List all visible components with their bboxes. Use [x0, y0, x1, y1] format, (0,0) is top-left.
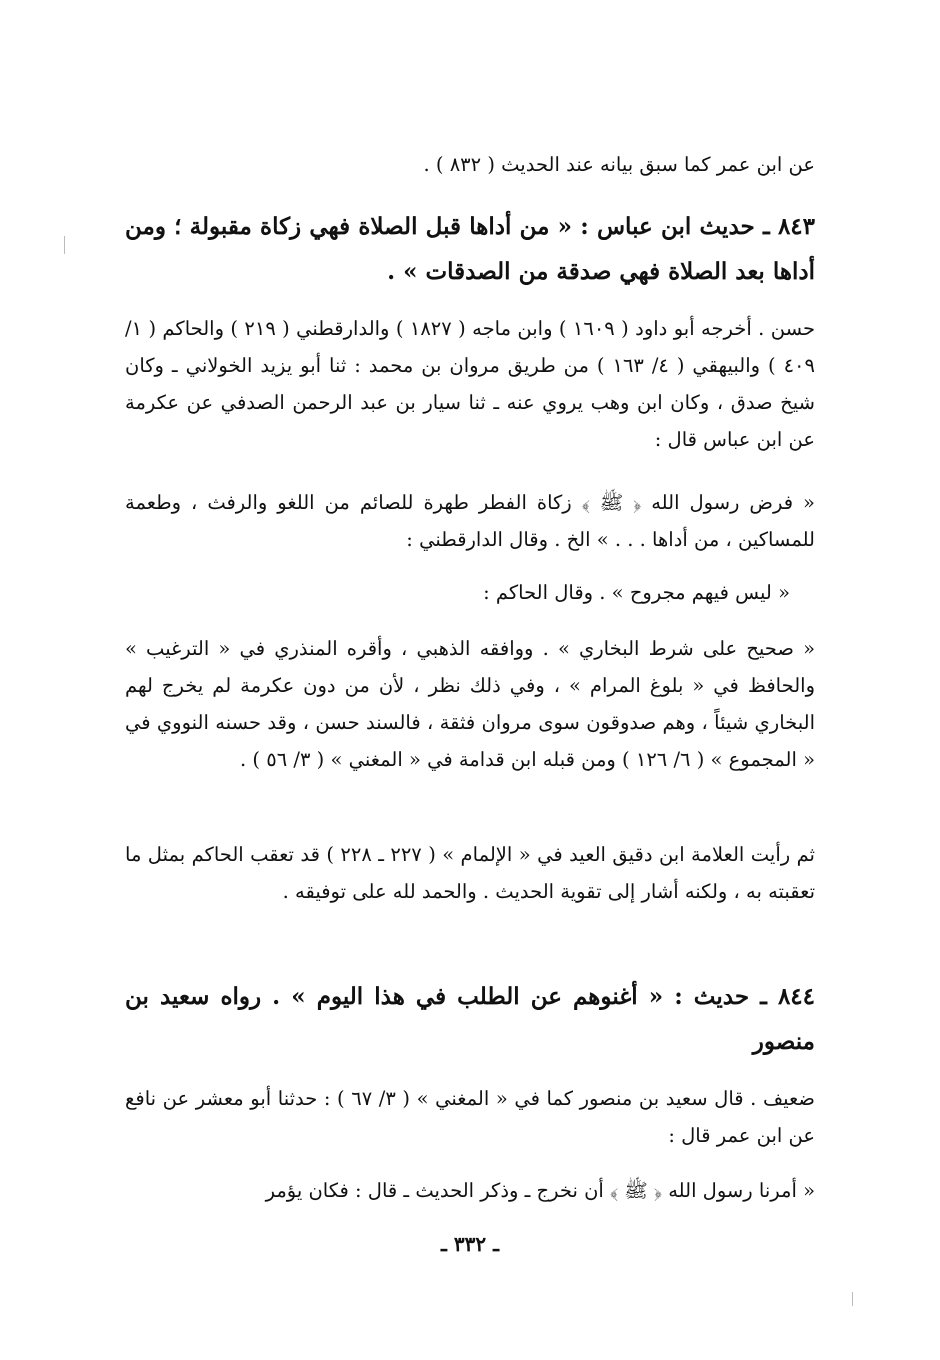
margin-scan-mark [64, 236, 65, 254]
paragraph-continuation: عن ابن عمر كما سبق بيانه عند الحديث ( ٨٣٢ ) . [423, 153, 815, 176]
hadith-843-heading: ٨٤٣ ـ حديث ابن عباس : « من أداها قبل الصلاة فهي زكاة مقبولة ؛ ومن أداها بعد الصلاة فهي صدقة من الصدقات » . [125, 213, 815, 285]
paragraph-hakim-quote: « صحيح على شرط البخاري » . ووافقه الذهبي ، وأقره المنذري في « الترغيب » والحافظ في « بلوغ المرام » ، وفي ذلك نظر ، لأن من دون عكرمة لم يخرج لهم البخاري شيئاً ، وهم صدوقون سوى مروان فثقة ، فالسند حسن ، وقد حسنه النووي في « المجموع » ( ٦/ ١٢٦ ) ومن قبله ابن قدامة في « المغني » ( ٣/ ٥٦ ) . [125, 637, 815, 771]
paragraph-quoted-hadith: « فرض رسول الله ﴿ ﷺ ﴾ زكاة الفطر طهرة للصائم من اللغو والرفث ، وطعمة للمساكين ، من أداها . . . » الخ . وقال الدارقطني : [125, 491, 815, 551]
paragraph-takhrij-844: ضعيف . قال سعيد بن منصور كما في « المغني » ( ٣/ ٦٧ ) : حدثنا أبو معشر عن نافع عن ابن عمر قال : [125, 1087, 815, 1147]
margin-scan-mark [852, 1292, 853, 1306]
paragraph-daraqutni-quote: « ليس فيهم مجروح » . وقال الحاكم : [483, 581, 790, 604]
paragraph-takhrij-843: حسن . أخرجه أبو داود ( ١٦٠٩ ) وابن ماجه ( ١٨٢٧ ) والدارقطني ( ٢١٩ ) والحاكم ( ١/ ٤٠٩ ) والبيهقي ( ٤/ ١٦٣ ) من طريق مروان بن محمد : ثنا أبو يزيد الخولاني ـ وكان شيخ صدق ، وكان ابن وهب يروي عنه ـ ثنا سيار بن عبد الرحمن الصدفي عن عكرمة عن ابن عباس قال : [125, 317, 816, 451]
page-number: ـ ٣٣٢ ـ [441, 1232, 499, 1256]
hadith-844-heading: ٨٤٤ ـ حديث : « أغنوهم عن الطلب في هذا اليوم » . رواه سعيد بن منصور [125, 983, 815, 1055]
paragraph-ibn-daqiq: ثم رأيت العلامة ابن دقيق العيد في « الإلمام » ( ٢٢٧ ـ ٢٢٨ ) قد تعقب الحاكم بمثل ما تعقبته به ، ولكنه أشار إلى تقوية الحديث . والحمد لله على توفيقه . [125, 843, 815, 903]
paragraph-quoted-ibn-umar: « أمرنا رسول الله ﴿ ﷺ ﴾ أن نخرج ـ وذكر الحديث ـ قال : فكان يؤمر [265, 1179, 815, 1202]
